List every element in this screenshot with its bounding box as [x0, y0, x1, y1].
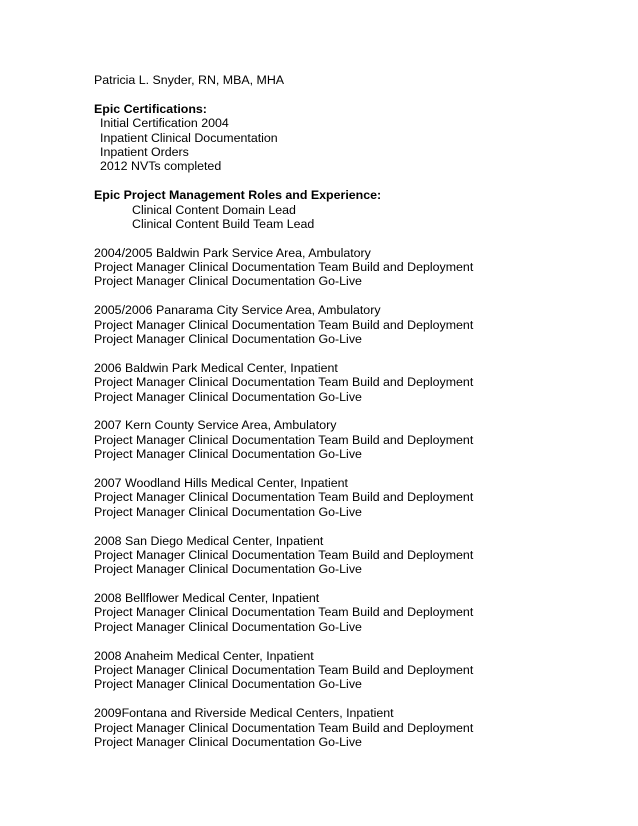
certification-item: 2012 NVTs completed — [100, 159, 222, 174]
project-role-line: Project Manager Clinical Documentation Go-Live — [94, 677, 362, 692]
spacer — [94, 634, 614, 648]
spacer — [94, 577, 614, 591]
project-title: 2007 Kern County Service Area, Ambulatory — [94, 418, 337, 433]
candidate-name: Patricia L. Snyder, RN, MBA, MHA — [94, 73, 285, 87]
project-entry — [94, 361, 614, 404]
project-role-line: Project Manager Clinical Documentation Team Build and Deployment — [94, 605, 474, 620]
project-role-line: Project Manager Clinical Documentation Team Build and Deployment — [94, 663, 474, 678]
project-title: 2009Fontana and Riverside Medical Centers, Inpatient — [94, 706, 394, 721]
certifications-heading: Epic Certifications: — [94, 101, 207, 116]
project-entry — [94, 706, 614, 749]
project-role-line: Project Manager Clinical Documentation Team Build and Deployment — [94, 490, 474, 505]
project-entry — [94, 534, 614, 577]
project-role-line: Project Manager Clinical Documentation Go-Live — [94, 332, 362, 347]
certification-item: Inpatient Orders — [100, 144, 189, 159]
spacer — [94, 87, 614, 101]
project-title: 2004/2005 Baldwin Park Service Area, Ambulatory — [94, 245, 371, 260]
certification-item: Initial Certification 2004 — [100, 116, 229, 131]
project-role-line: Project Manager Clinical Documentation Team Build and Deployment — [94, 375, 474, 390]
spacer — [94, 231, 614, 245]
roles-heading: Epic Project Management Roles and Experience: — [94, 188, 382, 203]
project-role-line: Project Manager Clinical Documentation Go-Live — [94, 562, 362, 577]
spacer — [94, 346, 614, 360]
project-role-line: Project Manager Clinical Documentation Team Build and Deployment — [94, 547, 474, 562]
certification-item: Inpatient Clinical Documentation — [100, 130, 278, 145]
project-title: 2007 Woodland Hills Medical Center, Inpatient — [94, 475, 348, 490]
project-role-line: Project Manager Clinical Documentation Team Build and Deployment — [94, 317, 474, 332]
project-role-line: Project Manager Clinical Documentation Go-Live — [94, 447, 362, 462]
project-role-line: Project Manager Clinical Documentation Go-Live — [94, 734, 362, 749]
role-item: Clinical Content Domain Lead — [132, 202, 296, 217]
role-item: Clinical Content Build Team Lead — [132, 216, 315, 231]
project-role-line: Project Manager Clinical Documentation Team Build and Deployment — [94, 720, 474, 735]
resume-page — [94, 73, 614, 749]
project-entry — [94, 476, 614, 519]
project-entry — [94, 649, 614, 692]
spacer — [94, 462, 614, 476]
project-title: 2008 Bellflower Medical Center, Inpatient — [94, 591, 320, 606]
project-role-line: Project Manager Clinical Documentation Go-Live — [94, 389, 362, 404]
project-entry — [94, 418, 614, 461]
spacer — [94, 519, 614, 533]
spacer — [94, 404, 614, 418]
project-title: 2006 Baldwin Park Medical Center, Inpatient — [94, 360, 338, 375]
roles-section — [94, 188, 614, 231]
project-role-line: Project Manager Clinical Documentation Go-Live — [94, 504, 362, 519]
spacer — [94, 174, 614, 188]
spacer — [94, 289, 614, 303]
project-title: 2008 San Diego Medical Center, Inpatient — [94, 533, 324, 548]
project-title: 2005/2006 Panarama City Service Area, Ambulatory — [94, 303, 381, 318]
project-title: 2008 Anaheim Medical Center, Inpatient — [94, 648, 314, 663]
project-entry — [94, 591, 614, 634]
spacer — [94, 692, 614, 706]
project-entry — [94, 303, 614, 346]
project-role-line: Project Manager Clinical Documentation Go-Live — [94, 619, 362, 634]
project-entry — [94, 246, 614, 289]
project-role-line: Project Manager Clinical Documentation Team Build and Deployment — [94, 432, 474, 447]
project-role-line: Project Manager Clinical Documentation Go-Live — [94, 274, 362, 289]
project-role-line: Project Manager Clinical Documentation Team Build and Deployment — [94, 260, 474, 275]
certifications-section — [94, 102, 614, 174]
